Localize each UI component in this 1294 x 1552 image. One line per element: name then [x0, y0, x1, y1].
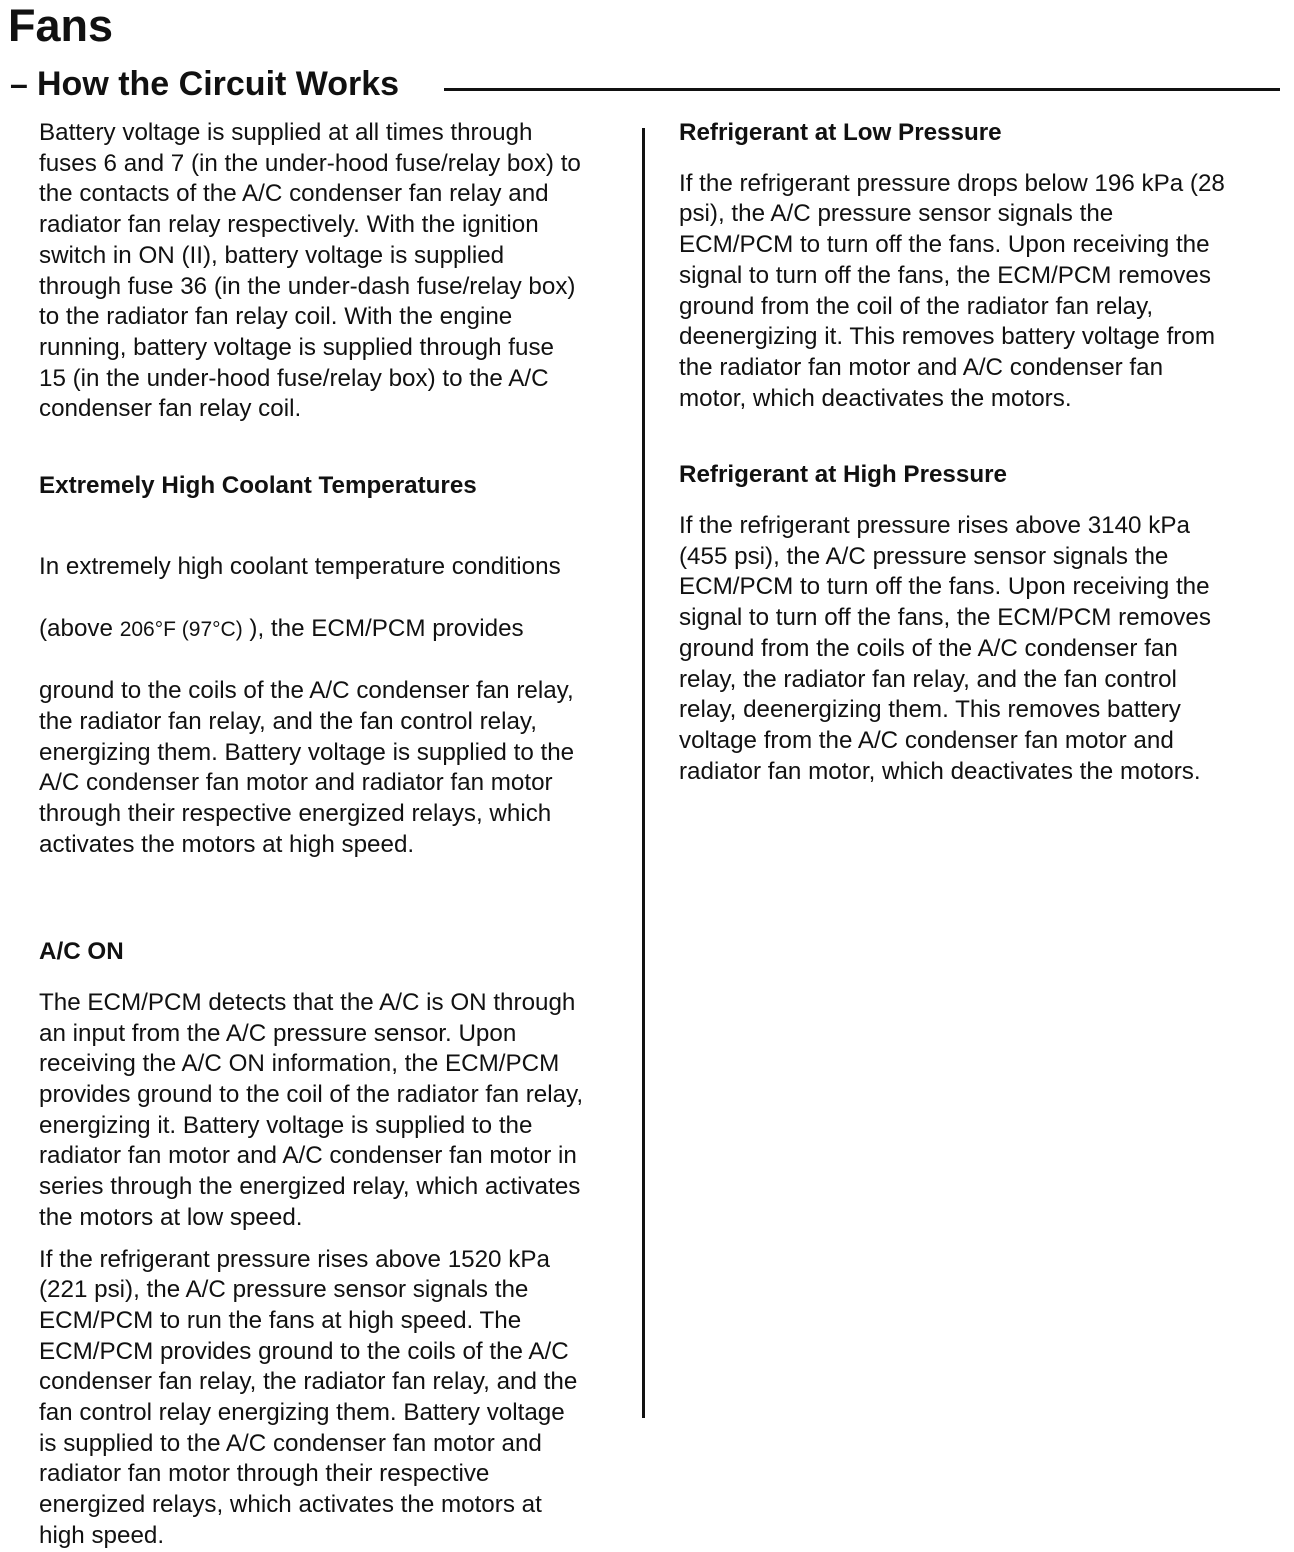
section-dash: –: [10, 66, 28, 102]
ac-on-paragraph: The ECM/PCM detects that the A/C is ON through an input from the A/C pressure sensor. Upon receiving the A/C ON information, the ECM/PCM provides ground to the coil of the radiator fan relay, energizing it. Battery voltage is supplied to the radiator fan motor and A/C condenser fan motor in series through the energized relay, which activates the motors at low speed.: [39, 988, 584, 1231]
spacer: [679, 491, 1279, 511]
spacer: [679, 149, 1279, 169]
coolant-heading: Extremely High Coolant Temperatures: [39, 472, 477, 500]
coolant-after: ), the ECM/PCM provides: [242, 614, 524, 642]
coolant-line: In extremely high coolant temperature conditions: [39, 553, 561, 581]
coolant-above: (above: [39, 614, 120, 642]
coolant-line: [39, 614, 624, 646]
spacer: [39, 502, 624, 522]
spacer: [679, 414, 1279, 460]
left-column: [39, 118, 624, 1552]
high-pressure-paragraph: If the refrigerant pressure rises above 3140 kPa (455 psi), the A/C pressure sensor signals the ECM/PCM to turn off the fans. Upon receiving the signal to turn off the fans, the ECM/PCM removes ground from the coils of the A/C condenser fan relay, the radiator fan relay, and the fan control relay, deenergizing them. This removes battery voltage from the A/C condenser fan motor and radiator fan motor, which deactivates the motors.: [679, 512, 1211, 785]
coolant-temp: 206°F (97°C): [119, 617, 243, 641]
section-header: [8, 60, 1288, 108]
high-speed-paragraph: If the refrigerant pressure rises above 1520 kPa (221 psi), the A/C pressure sensor signals the ECM/PCM to run the fans at high speed. The ECM/PCM provides ground to the coils of the A/C condenser fan relay, the radiator fan relay, and the fan control relay energizing them. Battery voltage is supplied to the A/C condenser fan motor and radiator fan motor through their respective energized relays, which activates the motors at high speed.: [39, 1245, 578, 1549]
section-rule: [444, 88, 1280, 91]
coolant-rest: ground to the coils of the A/C condenser fan relay, the radiator fan relay, and the fan control relay, energizing them. Battery voltage is supplied to the A/C condenser fan motor and radiator fan motor through their respective energized relays, which activates the motors at high speed.: [39, 677, 575, 858]
low-pressure-paragraph: If the refrigerant pressure drops below 196 kPa (28 psi), the A/C pressure sensor signals the ECM/PCM to turn off the fans. Upon receiving the signal to turn off the fans, the ECM/PCM removes ground from the coil of the radiator fan relay, deenergizing it. This removes battery voltage from the radiator fan motor and A/C condenser fan motor, which deactivates the motors.: [679, 169, 1225, 412]
high-pressure-heading: Refrigerant at High Pressure: [679, 461, 1007, 489]
intro-paragraph: Battery voltage is supplied at all times through fuses 6 and 7 (in the under-hood fuse/relay box) to the contacts of the A/C condenser fan relay and radiator fan relay respectively. With the ignition switch in ON (II), battery voltage is supplied through fuse 36 (in the under-dash fuse/relay box) to the radiator fan relay coil. With the engine running, battery voltage is supplied through fuse 15 (in the under-hood fuse/relay box) to the A/C condenser fan relay coil.: [39, 119, 581, 423]
low-pressure-heading: Refrigerant at Low Pressure: [679, 119, 1002, 146]
section-title: How the Circuit Works: [37, 65, 400, 103]
column-divider: [642, 128, 645, 1418]
coolant-paragraph: [39, 522, 624, 891]
spacer: [39, 425, 624, 471]
spacer: [39, 891, 624, 937]
page-title: Fans: [8, 0, 114, 51]
spacer: [39, 968, 624, 988]
ac-on-heading: A/C ON: [39, 938, 124, 966]
right-column: [679, 118, 1279, 787]
spacer: [39, 1234, 624, 1245]
